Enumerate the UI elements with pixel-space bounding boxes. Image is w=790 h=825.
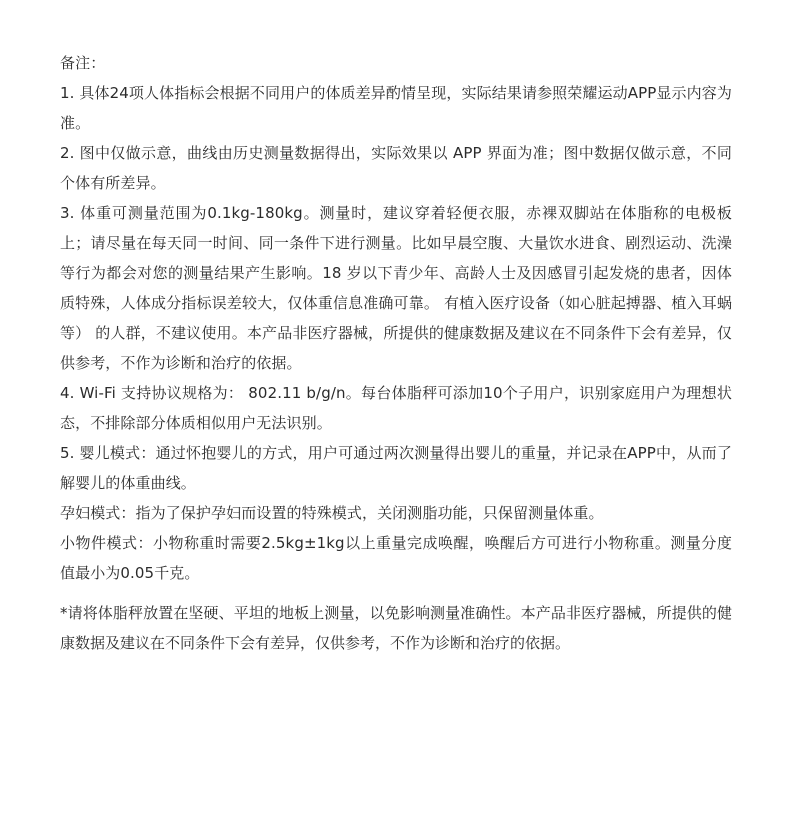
note-item-5: 5. 婴儿模式：通过怀抱婴儿的方式，用户可通过两次测量得出婴儿的重量，并记录在APP中，从而了解婴儿的体重曲线。 [60, 444, 732, 492]
note-item-2: 2. 图中仅做示意，曲线由历史测量数据得出，实际效果以 APP 界面为准；图中数据仅做示意，不同个体有所差异。 [60, 144, 732, 192]
footer-disclaimer-text: *请将体脂秤放置在坚硬、平坦的地板上测量，以免影响测量准确性。本产品非医疗器械，所提供的健康数据及建议在不同条件下会有差异，仅供参考，不作为诊断和治疗的依据。 [60, 604, 732, 652]
note-item-3: 3. 体重可测量范围为0.1kg-180kg。测量时，建议穿着轻便衣服，赤裸双脚站在体脂称的电极板上；请尽量在每天同一时间、同一条件下进行测量。比如早晨空腹、大量饮水进食、剧烈运动、洗澡等行为都会对您的测量结果产生影响。18 岁以下青少年、高龄人士及因感冒引起发烧的患者，因体质特殊，人体成分指标误差较大，仅体重信息准确可靠。 有植入医疗设备（如心脏起搏器、植入耳蜗等） 的人群，不建议使用。本产品非医疗器械，所提供的健康数据及建议在不同条件下会有差异，仅供参考，不作为诊断和治疗的依据。 [60, 204, 732, 372]
note-item-4: 4. Wi-Fi 支持协议规格为： 802.11 b/g/n。每台体脂秤可添加10个子用户，识别家庭用户为理想状态，不排除部分体质相似用户无法识别。 [60, 384, 732, 432]
notes-heading: 备注： [60, 54, 106, 72]
note-pregnancy-mode: 孕妇模式：指为了保护孕妇而设置的特殊模式，关闭测脂功能，只保留测量体重。 [60, 504, 604, 522]
footer-disclaimer [60, 598, 732, 658]
note-small-object-mode: 小物件模式：小物称重时需要2.5kg±1kg以上重量完成唤醒，唤醒后方可进行小物称重。测量分度值最小为0.05千克。 [60, 534, 732, 582]
note-item-1: 1. 具体24项人体指标会根据不同用户的体质差异酌情呈现，实际结果请参照荣耀运动APP显示内容为准。 [60, 84, 732, 132]
notes-section [60, 48, 732, 588]
